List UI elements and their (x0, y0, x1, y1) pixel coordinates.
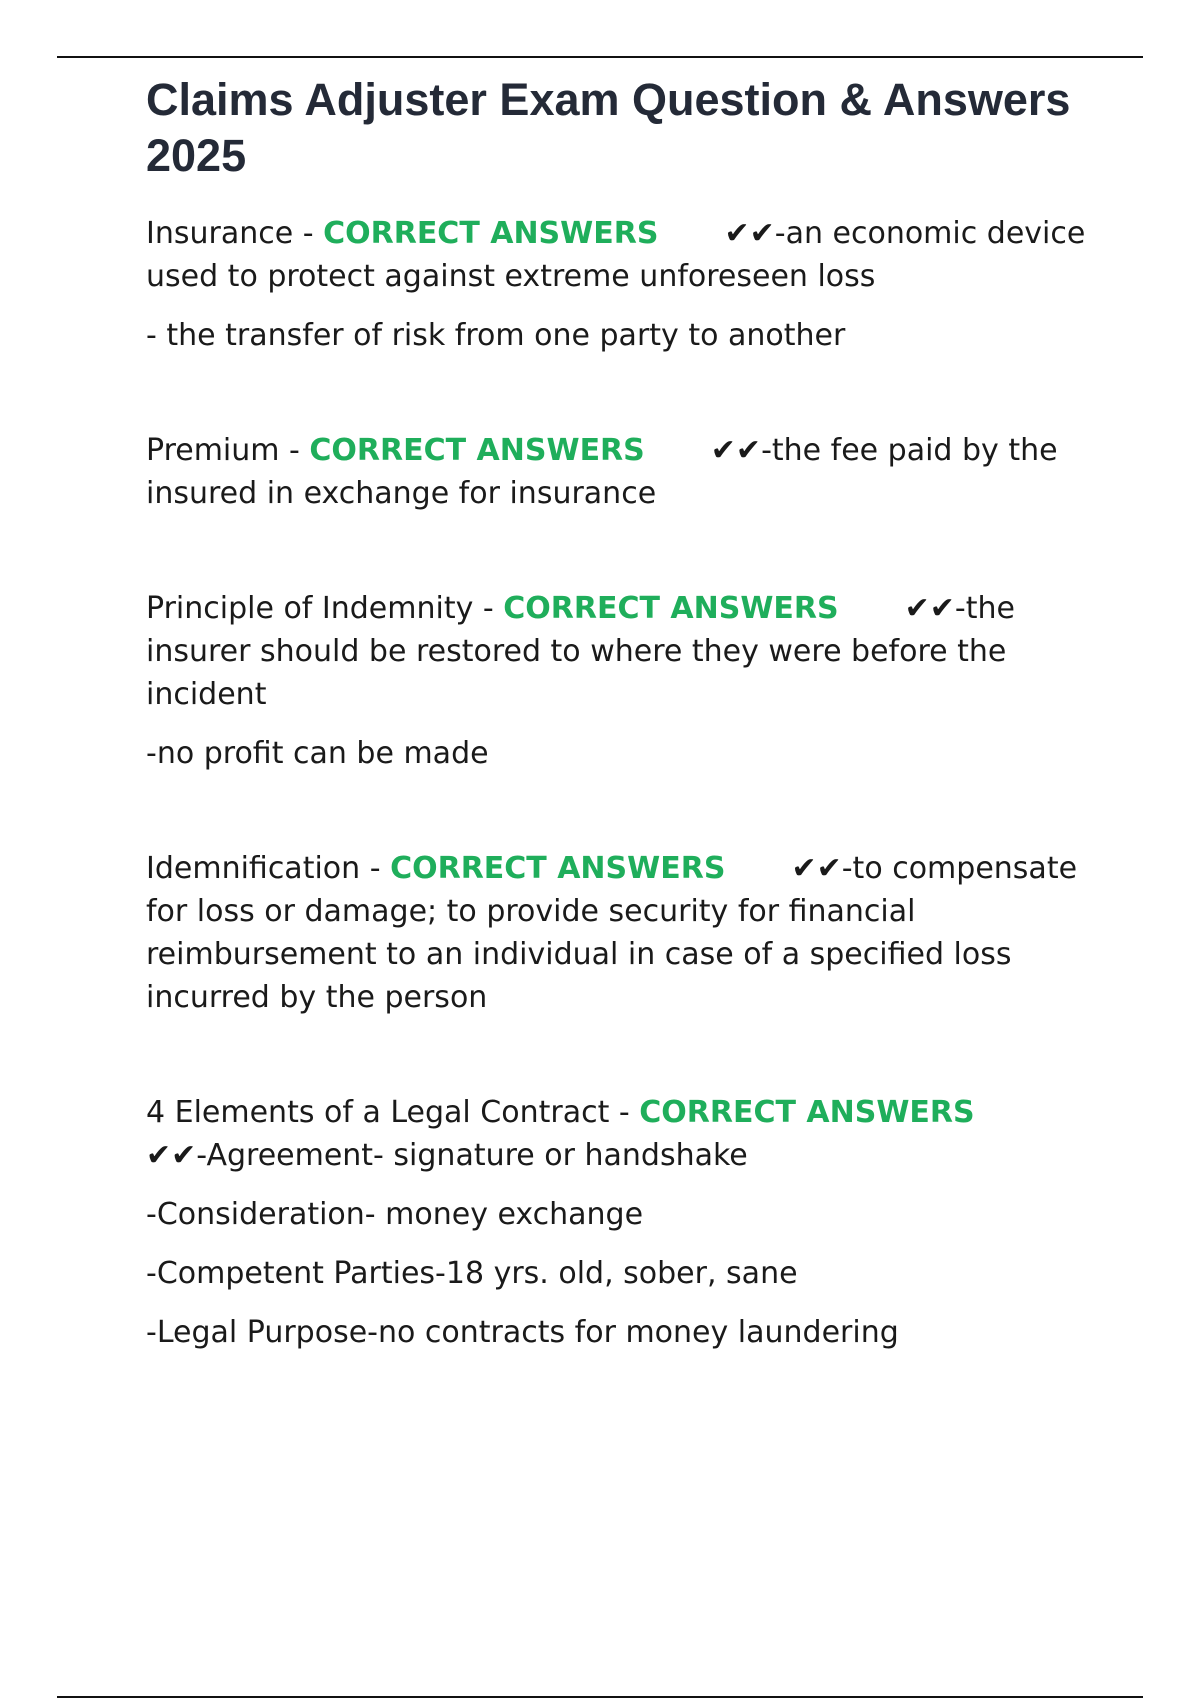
qa-question-line (146, 1091, 1096, 1177)
qa-item-principle-of-indemnity (146, 587, 1096, 775)
qa-item-legal-contract-elements (146, 1091, 1096, 1354)
qa-answer-line: -Legal Purpose-no contracts for money laundering (146, 1315, 899, 1350)
qa-answer-line: -Consideration- money exchange (146, 1197, 644, 1232)
check-marks-icon: ✔✔ (724, 216, 775, 251)
qa-item-premium (146, 429, 1096, 515)
qa-item-insurance (146, 212, 1096, 357)
qa-term: Insurance (146, 216, 294, 251)
check-marks-icon: ✔✔ (904, 591, 955, 626)
separator: - (279, 433, 310, 468)
bottom-rule (57, 1696, 1143, 1698)
qa-answer-text: -the fee paid by the insured in exchange for insurance (146, 433, 1058, 511)
qa-answer-text: -Agreement- signature or handshake (196, 1138, 748, 1173)
separator: - (473, 591, 504, 626)
document-title: Claims Adjuster Exam Question & Answers 2025 (146, 74, 1071, 181)
correct-answers-label: CORRECT ANSWERS (390, 851, 726, 886)
qa-term: Principle of Indemnity (146, 591, 474, 626)
correct-answers-label: CORRECT ANSWERS (323, 216, 659, 251)
qa-term: Idemnification (146, 851, 361, 886)
correct-answers-label: CORRECT ANSWERS (639, 1095, 975, 1130)
qa-item-idemnification (146, 847, 1096, 1019)
qa-question-line (146, 429, 1096, 515)
qa-answer-line: -no profit can be made (146, 736, 489, 771)
top-rule (57, 56, 1143, 58)
separator: - (360, 851, 391, 886)
separator: - (293, 216, 324, 251)
qa-question-line (146, 587, 1096, 716)
correct-answers-label: CORRECT ANSWERS (503, 591, 839, 626)
qa-answer-text: -the insurer should be restored to where they were before the incident (146, 591, 1015, 712)
correct-answers-label: CORRECT ANSWERS (309, 433, 645, 468)
qa-term: 4 Elements of a Legal Contract (146, 1095, 610, 1130)
check-marks-icon: ✔✔ (146, 1138, 197, 1173)
check-marks-icon: ✔✔ (791, 851, 842, 886)
qa-answer-text: -to compensate for loss or damage; to provide security for financial reimbursement to an individual in case of a specified loss incurred by the person (146, 851, 1078, 1015)
check-marks-icon: ✔✔ (710, 433, 762, 468)
separator: - (609, 1095, 640, 1130)
document-body (146, 72, 1096, 1370)
qa-term: Premium (146, 433, 280, 468)
qa-answer-text: -an economic device used to protect against extreme unforeseen loss (146, 216, 1086, 294)
qa-answer-line: -Competent Parties-18 yrs. old, sober, sane (146, 1256, 798, 1291)
qa-question-line (146, 212, 1096, 298)
qa-answer-line: - the transfer of risk from one party to another (146, 318, 846, 353)
qa-question-line (146, 847, 1096, 1019)
